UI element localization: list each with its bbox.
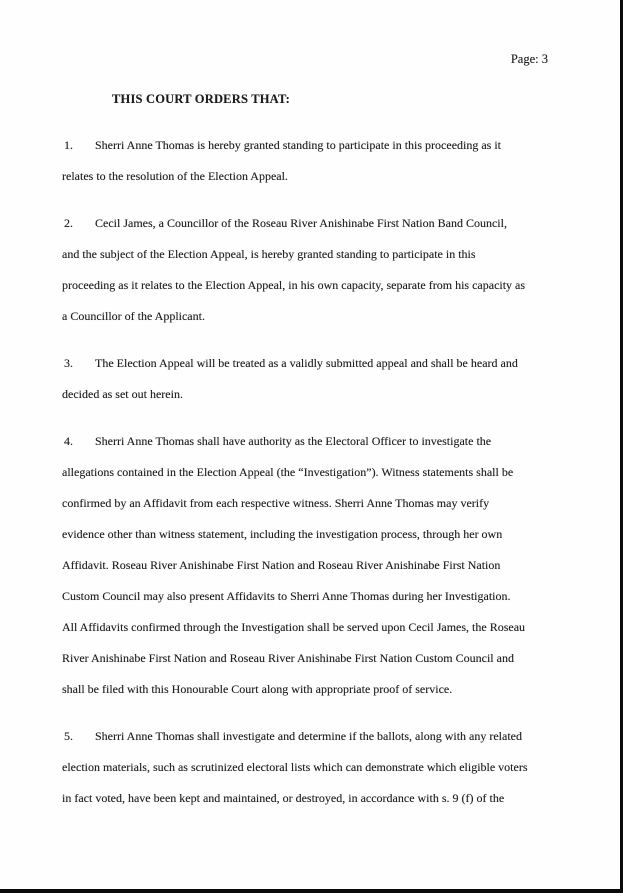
paragraph-line: and the subject of the Election Appeal, is hereby granted standing to participate in this <box>62 247 476 261</box>
paragraph-number: 3. <box>64 356 73 370</box>
paragraph-line <box>62 426 562 457</box>
paragraph-line-text: Sherri Anne Thomas shall investigate and determine if the ballots, along with any related <box>95 729 523 743</box>
paragraph-line-text: Sherri Anne Thomas is hereby granted standing to participate in this proceeding as it <box>95 138 502 152</box>
paragraph-line: election materials, such as scrutinized electoral lists which can demonstrate which eligible voters <box>62 760 528 774</box>
page-number-label: Page: 3 <box>510 52 548 66</box>
paragraph-line: decided as set out herein. <box>62 387 183 401</box>
paragraph-line-text: The Election Appeal will be treated as a validly submitted appeal and shall be heard and <box>95 356 518 370</box>
court-orders-heading: THIS COURT ORDERS THAT: <box>112 92 290 106</box>
paragraph-line <box>62 721 562 752</box>
paragraph-line: Custom Council may also present Affidavits to Sherri Anne Thomas during her Investigation. <box>62 589 511 603</box>
order-paragraph-1 <box>62 130 562 192</box>
paragraph-line-text: Cecil James, a Councillor of the Roseau River Anishinabe First Nation Band Council, <box>95 216 507 230</box>
paragraph-line: confirmed by an Affidavit from each respective witness. Sherri Anne Thomas may verify <box>62 496 490 510</box>
scan-edge-artifact-bottom <box>0 889 623 893</box>
paragraph-line: a Councillor of the Applicant. <box>62 309 205 323</box>
paragraph-line <box>62 208 562 239</box>
paragraph-line-text: Sherri Anne Thomas shall have authority as the Electoral Officer to investigate the <box>95 434 492 448</box>
paragraph-line: evidence other than witness statement, including the investigation process, through her own <box>62 527 503 541</box>
paragraph-line <box>62 348 562 379</box>
paragraph-line: River Anishinabe First Nation and Roseau River Anishinabe First Nation Custom Council and <box>62 651 514 665</box>
paragraph-line: proceeding as it relates to the Election Appeal, in his own capacity, separate from his capacity as <box>62 278 526 292</box>
paragraph-number: 5. <box>64 729 73 743</box>
paragraph-line: All Affidavits confirmed through the Investigation shall be served upon Cecil James, the Roseau <box>62 620 526 634</box>
document-content <box>62 84 562 814</box>
paragraph-number: 1. <box>64 138 73 152</box>
paragraph-number: 2. <box>64 216 73 230</box>
paragraph-line: Affidavit. Roseau River Anishinabe First Nation and Roseau River Anishinabe First Nation <box>62 558 501 572</box>
paragraph-line: shall be filed with this Honourable Court along with appropriate proof of service. <box>62 682 453 696</box>
order-paragraph-4 <box>62 426 562 705</box>
paragraph-number: 4. <box>64 434 73 448</box>
paragraph-line <box>62 130 562 161</box>
paragraph-line: relates to the resolution of the Election Appeal. <box>62 169 288 183</box>
paragraph-line: in fact voted, have been kept and maintained, or destroyed, in accordance with s. 9 (f) of the <box>62 791 505 805</box>
order-paragraph-2 <box>62 208 562 332</box>
order-paragraph-3 <box>62 348 562 410</box>
paragraph-line: allegations contained in the Election Appeal (the “Investigation”). Witness statements shall be <box>62 465 514 479</box>
order-paragraph-5 <box>62 721 562 814</box>
